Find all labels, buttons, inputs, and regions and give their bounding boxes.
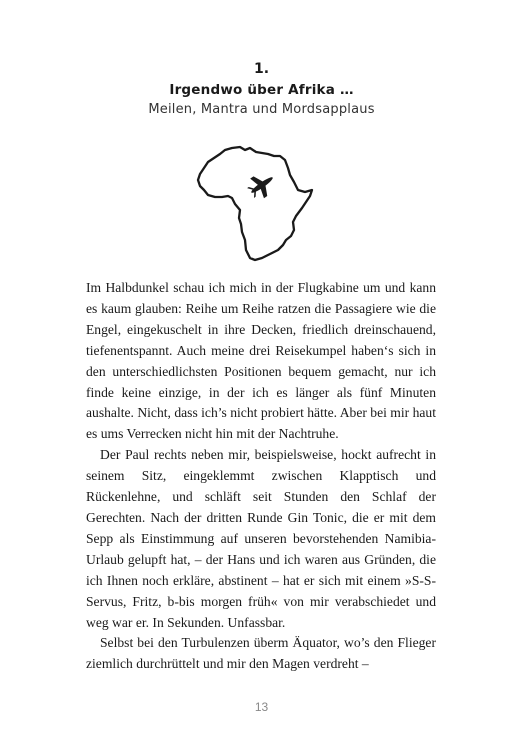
chapter-number: 1. — [253, 61, 270, 77]
paragraph: Im Halbdunkel schau ich mich in der Flugkabine um und kann es kaum glauben: Reihe um Reihe ratzen die Passagiere wie die Engel, eingekuschelt in ihre Decken, friedlich dreinschauend, tiefenentspannt. Auch meine drei Reisekumpel haben‘s sich in den unterschiedlichsten Positionen bequem gemacht, nur ich finde keine einzige, in der ich es länger als fünf Minuten aushalte. Nicht, dass ich’s nicht probiert hätte. Aber bei mir haut es ums Verrecken nicht hin mit der Nachtruhe. — [86, 280, 436, 442]
paragraph: Der Paul rechts neben mir, beispielsweise, hockt aufrecht in seinem Sitz, eingeklemmt zwischen Klapptisch und Rückenlehne, und schläft seit Stunden den Schlaf der Gerechten. Nach der dritten Runde Gin Tonic, die er mit dem Sepp als Einstimmung auf unseren bevorstehenden Namibia-Urlaub gelupft hat, – der Hans und ich waren aus Gründen, die ich Ihnen noch erkläre, abstinent – hat er sich mit einem »S-S-Servus, Fritz, b-bis morgen früh« von mir verabschiedet und weg war er. In Sekunden. Unfassbar. — [86, 447, 436, 630]
page-number: 13 — [254, 700, 269, 714]
africa-outline-icon — [198, 147, 312, 260]
paragraph: Selbst bei den Turbulenzen überm Äquator, wo’s den Flieger ziemlich durchrüttelt und mir den Magen verdreht – — [86, 635, 436, 672]
airplane-icon — [244, 168, 280, 203]
chapter-title: Irgendwo über Afrika … — [169, 82, 354, 98]
africa-map-icon — [190, 140, 330, 265]
body-text — [86, 278, 436, 675]
chapter-subtitle: Meilen, Mantra und Mordsapplaus — [148, 102, 375, 117]
